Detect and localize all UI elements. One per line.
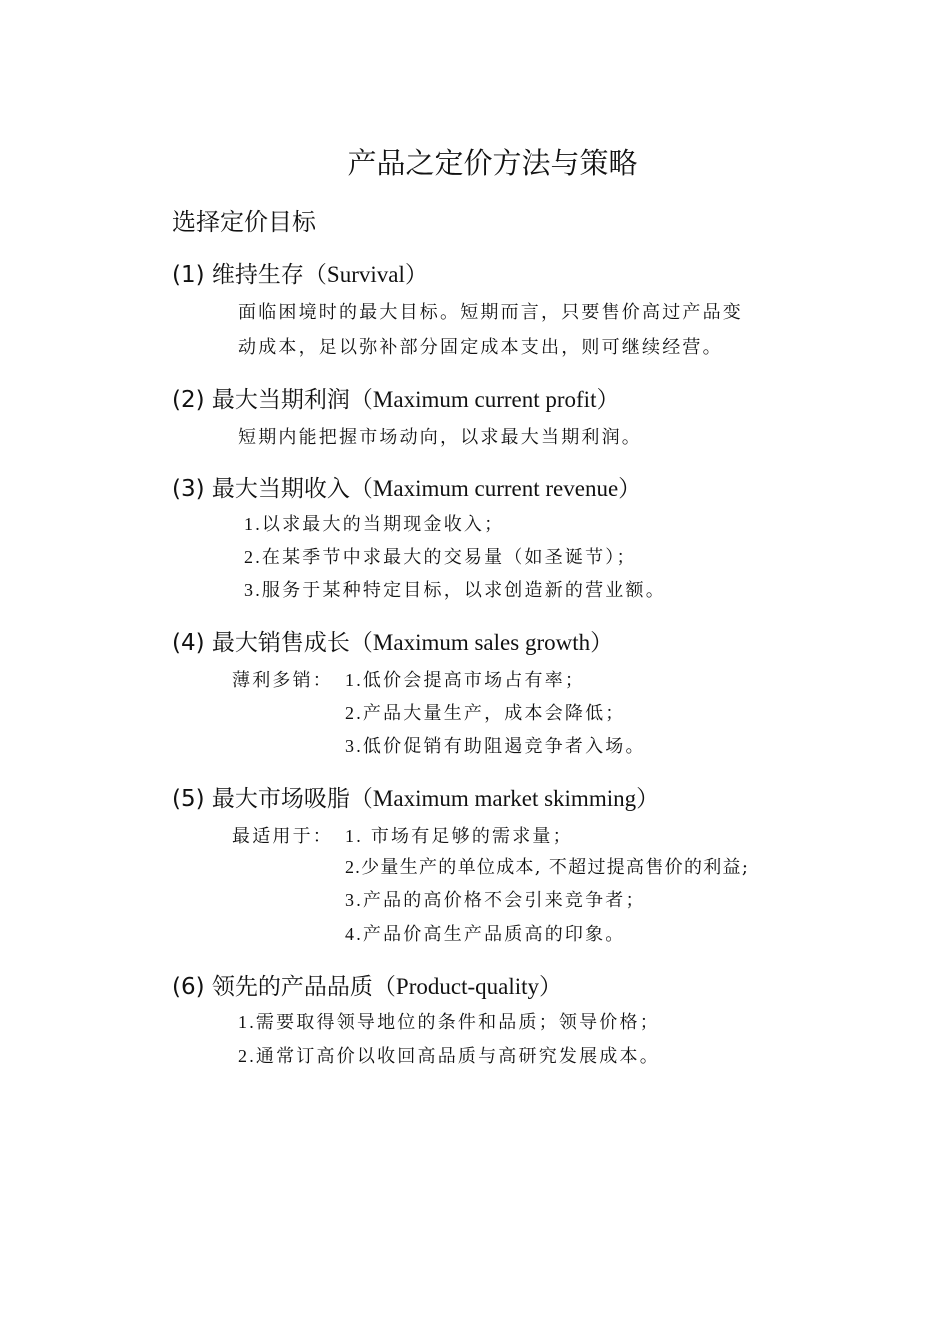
objective-number: (1) [172,262,205,288]
objective-title-en: （Maximum current profit） [349,387,620,412]
list-lead: 最适用于： [232,826,333,847]
list-item: 2.通常订高价以收回高品质与高研究发展成本。 [238,1046,660,1067]
list-item: 1. 市场有足够的需求量； [345,826,573,847]
list-item: 1.低价会提高市场占有率； [345,670,586,691]
objective-title-en: （Survival） [303,262,428,287]
body-line: 面临困境时的最大目标。短期而言，只要售价高过产品变 [238,302,743,323]
list-item: 3.服务于某种特定目标，以求创造新的营业额。 [244,580,666,601]
objective-title-cn: 最大市场吸脂 [211,786,350,812]
objective-heading-5 [172,780,659,813]
objective-number: (3) [172,476,205,502]
objective-heading-1 [172,256,428,289]
objective-title-en: （Maximum market skimming） [349,786,660,811]
list-item: 3.低价促销有助阻遏竞争者入场。 [345,736,646,757]
objective-title-cn: 领先的产品品质 [211,974,373,1000]
list-item: 1.以求最大的当期现金收入； [244,514,505,535]
objective-number: (4) [172,630,205,656]
objective-title-cn: 最大当期利润 [211,387,350,413]
page-title: 产品之定价方法与策略 [347,146,638,180]
objective-title-en: （Maximum sales growth） [349,630,614,655]
list-item: 2.少量生产的单位成本, 不超过提高售价的利益; [345,857,750,878]
objective-title-en: （Product-quality） [372,974,562,999]
objective-title-cn: 最大当期收入 [211,476,350,502]
objective-title-en: （Maximum current revenue） [349,476,642,501]
list-lead: 薄利多销： [232,670,333,691]
list-item: 1.需要取得领导地位的条件和品质；领导价格； [238,1012,660,1033]
objective-number: (6) [172,974,205,1000]
list-item: 4.产品价高生产品质高的印象。 [345,924,626,945]
objective-heading-4 [172,624,613,657]
objective-title-cn: 最大销售成长 [211,630,350,656]
section-heading: 选择定价目标 [172,208,316,236]
objective-heading-3 [172,470,641,503]
objective-heading-6 [172,968,562,1001]
objective-heading-2 [172,381,619,414]
list-item: 2.在某季节中求最大的交易量（如圣诞节）； [244,547,637,568]
objective-number: (2) [172,387,205,413]
body-line: 短期内能把握市场动向，以求最大当期利润。 [238,427,642,448]
objective-title-cn: 维持生存 [211,262,304,288]
list-item: 2.产品大量生产，成本会降低； [345,703,626,724]
body-line: 动成本，足以弥补部分固定成本支出，则可继续经营。 [238,337,723,358]
objective-number: (5) [172,786,205,812]
list-item: 3.产品的高价格不会引来竞争者； [345,890,646,911]
